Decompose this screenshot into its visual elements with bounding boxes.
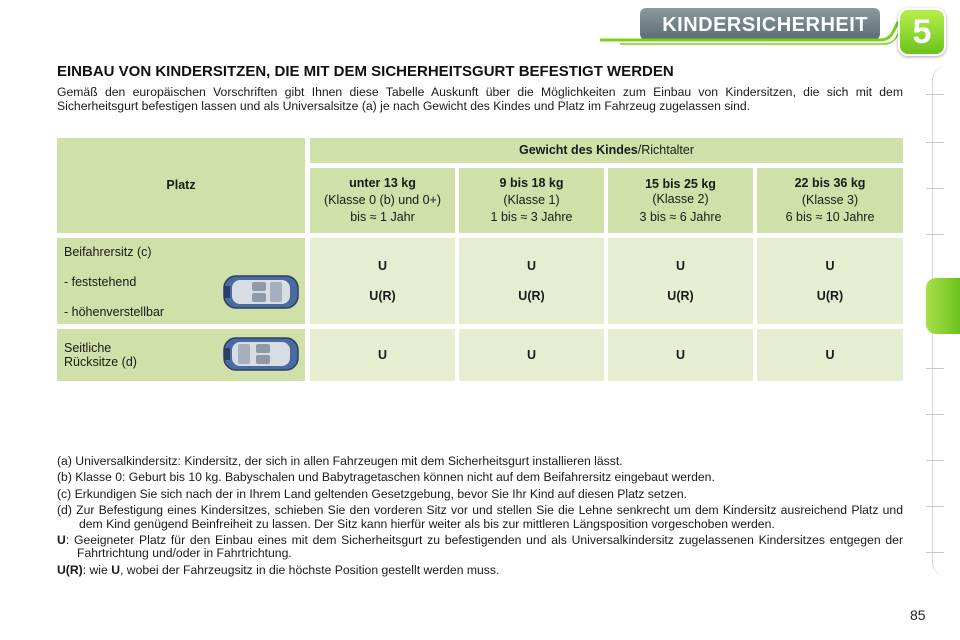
seat-value: U <box>377 258 388 273</box>
column-age: 6 bis ≈ 10 Jahre <box>785 210 875 224</box>
weight-column-header <box>757 168 903 233</box>
legend-u <box>57 534 903 561</box>
column-class: (Klasse 2) <box>652 191 709 206</box>
footnote-c: (c) Erkundigen Sie sich nach der in Ihrem Land geltenden Gesetzgebung, bevor Sie Ihr Kind auf diesen Platz setzen. <box>57 486 688 501</box>
column-age: 3 bis ≈ 6 Jahre <box>639 209 722 224</box>
row-sub-label: - höhenverstellbar <box>64 305 165 319</box>
tab-divider <box>926 506 944 507</box>
column-age: bis ≈ 1 Jahr <box>350 210 415 224</box>
footnote-d: (d) Zur Befestigung eines Kindersitzes, schieben Sie den vorderen Sitz vor und stellen Sie die Lehne senkrecht um dem Kindersitz ausreichend Platz und dem Kind genügend Beinfreiheit zu lassen. Der Sitz kann hierfür weiter als bis zur mittleren Längsposition vorgeschoben werden. <box>57 503 903 531</box>
weight-column-header <box>310 168 455 233</box>
row-label: Seitliche <box>64 341 112 355</box>
platz-header-cell <box>57 138 305 233</box>
legend-ur-ref: U <box>111 562 120 577</box>
tab-divider <box>926 368 944 369</box>
tab-divider <box>926 552 944 553</box>
column-class: (Klasse 3) <box>801 193 859 207</box>
legend-ur-key: U(R) <box>57 562 83 577</box>
row-ruecksitze-value <box>757 329 903 381</box>
seat-value: U <box>526 347 537 362</box>
seat-value: U(R) <box>816 288 844 303</box>
weight-header-bold: Gewicht des Kindes <box>518 143 638 157</box>
column-class: (Klasse 1) <box>503 193 560 207</box>
chapter-number-badge: 5 <box>898 8 946 56</box>
legend-ur-text-end: , wobei der Fahrzeugsitz in die höchste Position gestellt werden muss. <box>120 562 500 577</box>
seat-value: U(R) <box>369 288 396 303</box>
intro-paragraph: Gemäß den europäischen Vorschriften gibt Ihnen diese Tabelle Auskunft über die Möglichkeiten zum Einbau von Kindersitzen, die sich mit dem Sicherheitsgurt befestigen lassen und als Universalsitze (a) je nach Gewicht des Kindes und Platz im Fahrzeug zugelassen sind. <box>57 85 903 113</box>
page-number: 85 <box>910 607 926 623</box>
row-label: Beifahrersitz (c) <box>64 245 152 259</box>
active-chapter-tab[interactable] <box>926 278 960 334</box>
tab-divider <box>926 142 944 143</box>
column-weight: 15 bis 25 kg <box>645 176 716 191</box>
weight-column-header <box>608 168 753 233</box>
seat-value: U <box>526 258 537 273</box>
row-beifahrersitz-values <box>459 238 604 324</box>
row-ruecksitze-value <box>310 329 455 381</box>
tab-divider <box>926 94 944 95</box>
car-front-seat-icon <box>222 272 300 312</box>
seat-value: U <box>675 347 686 362</box>
footnote-a: (a) Universalkindersitz: Kindersitz, der sich in allen Fahrzeugen mit dem Sicherheitsgurt installieren lässt. <box>57 454 623 468</box>
seat-value: U <box>377 347 388 362</box>
tab-divider <box>926 414 944 415</box>
row-beifahrersitz-values <box>608 238 753 324</box>
section-title: EINBAU VON KINDERSITZEN, DIE MIT DEM SICHERHEITSGURT BEFESTIGT WERDEN <box>57 63 674 80</box>
chapter-title: KINDERSICHERHEIT <box>662 14 868 36</box>
chapter-tabs <box>926 66 960 576</box>
column-class: (Klasse 0 (b) und 0+) <box>323 193 442 207</box>
column-age: 1 bis ≈ 3 Jahre <box>490 210 573 224</box>
weight-header-cell <box>310 138 903 163</box>
row-sub-label: - feststehend <box>64 275 137 289</box>
row-beifahrersitz-values <box>757 238 903 324</box>
row-ruecksitze-value <box>608 329 753 381</box>
legend-u-text: : Geeigneter Platz für den Einbau eines mit dem Sicherheitsgurt zu befestigenden und als Universalkindersitz zugelassenen Kindersitzes entgegen der Fahrtrichtung und/oder in Fahrtrichtung. <box>65 533 903 561</box>
legend-ur-text: : wie <box>82 562 112 577</box>
row-label: Rücksitze (d) <box>64 355 137 369</box>
row-ruecksitze-value <box>459 329 604 381</box>
seat-value: U(R) <box>518 288 545 303</box>
footnotes <box>57 455 903 580</box>
car-rear-seat-icon <box>222 334 300 374</box>
seat-value: U <box>675 258 686 273</box>
weight-column-header <box>459 168 604 233</box>
seat-value: U(R) <box>667 288 694 303</box>
legend-ur <box>57 564 903 577</box>
column-weight: 22 bis 36 kg <box>794 176 866 190</box>
platz-header: Platz <box>166 178 196 192</box>
legend-u-key: U <box>57 533 66 548</box>
seat-value: U <box>825 347 835 362</box>
weight-header-rest: /Richtalter <box>637 143 695 157</box>
seat-value: U <box>825 258 835 273</box>
column-weight: unter 13 kg <box>349 176 416 190</box>
tab-divider <box>926 234 944 235</box>
column-weight: 9 bis 18 kg <box>499 176 564 190</box>
tab-divider <box>926 460 944 461</box>
footnote-b: (b) Klasse 0: Geburt bis 10 kg. Babyschalen und Babytragetaschen können nicht auf dem Beifahrersitz eingebaut werden. <box>57 470 715 485</box>
row-beifahrersitz-values <box>310 238 455 324</box>
tab-divider <box>926 188 944 189</box>
